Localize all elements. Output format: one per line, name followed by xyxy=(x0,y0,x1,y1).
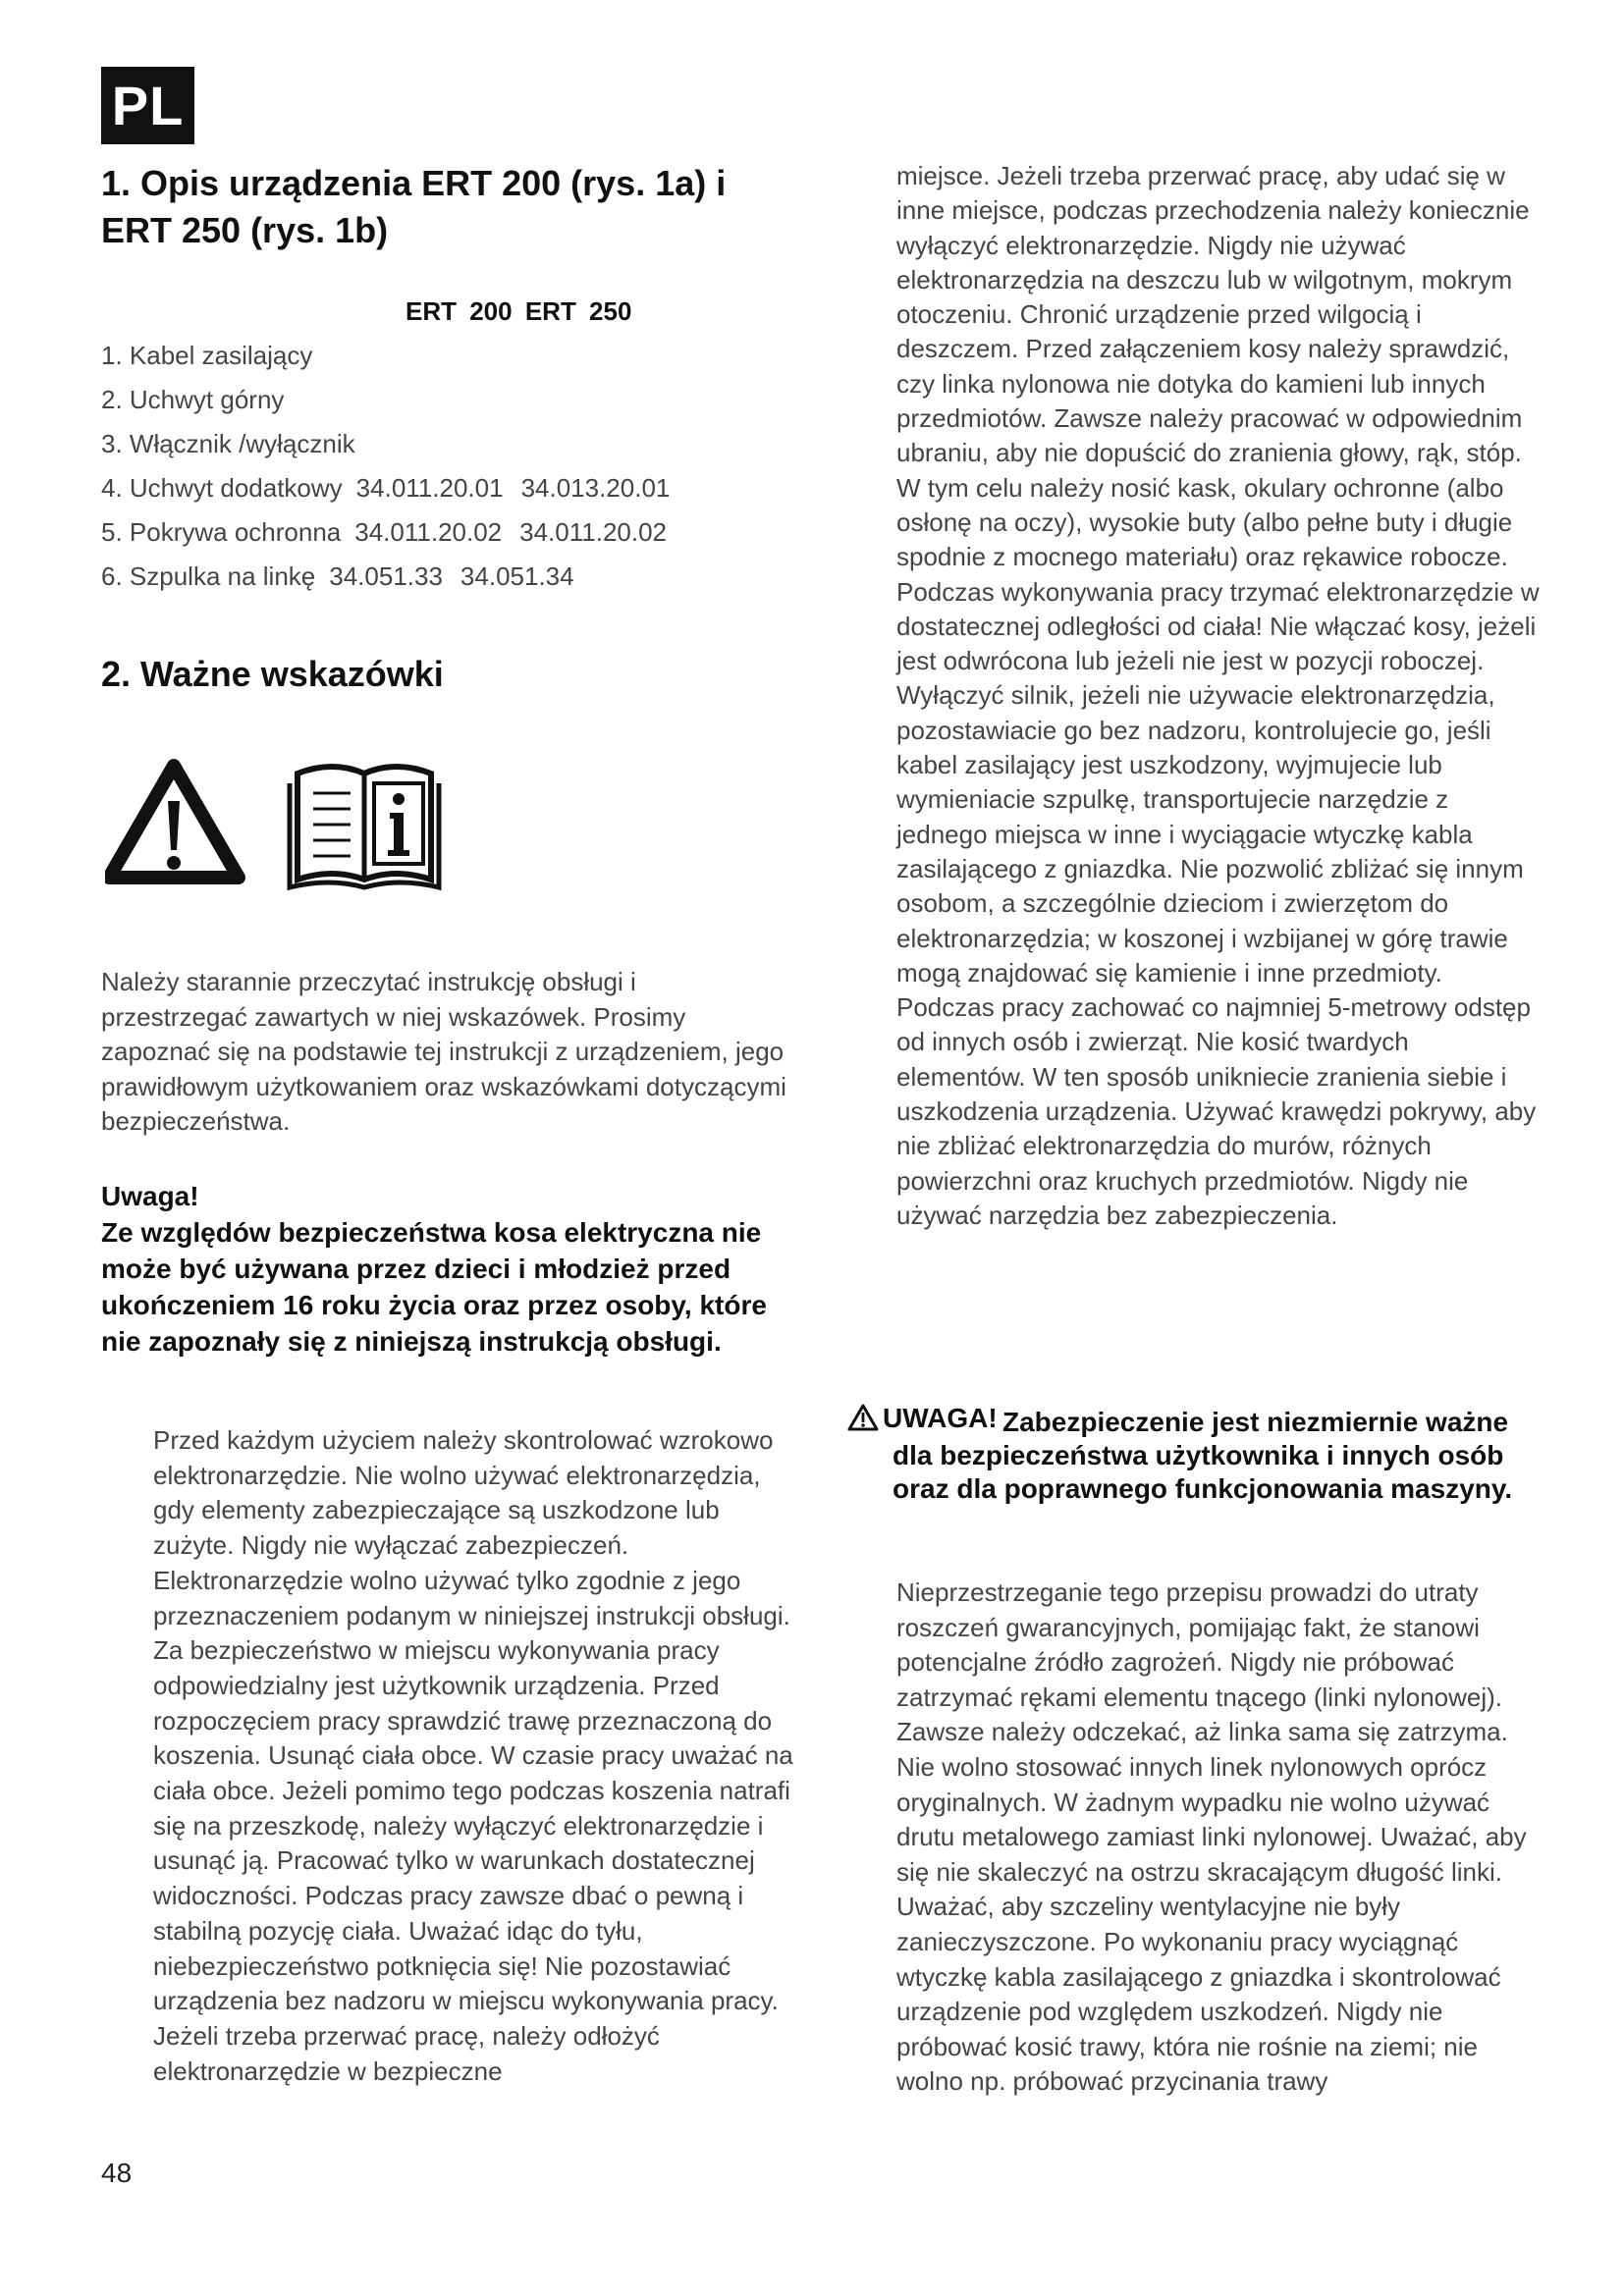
list-item: 4. Uchwyt dodatkowy 34.011.20.01 34.013.20.01 xyxy=(101,473,671,503)
safety-paragraph-left: Przed każdym użyciem należy skontrolować wzrokowo elektronarzędzie. Nie wolno używać elektronarzędzia, gdy elementy zabezpieczające są uszkodzone lub zużyte. Nigdy nie wyłączać zabezpieczeń. Elektronarzędzie wolno używać tylko zgodnie z jego przeznaczeniem podanym w niniejszej instrukcji obsługi. Za bezpieczeństwo w miejscu wykonywania pracy odpowiedzialny jest użytkownik urządzenia. Przed rozpoczęciem pracy sprawdzić trawę przeznaczoną do koszenia. Usunąć ciała obce. W czasie pracy uważać na ciała obce. Jeżeli pomimo tego podczas koszenia natrafi się na przeszkodę, należy wyłączyć elektronarzędzie i usunąć ją. Pracować tylko w warunkach dostatecznej widoczności. Podczas pracy zawsze dbać o pewną i stabilną pozycję ciała. Uważać idąc do tyłu, niebezpieczeństwo potknięcia się! Nie pozostawiać urządzenia bez nadzoru w miejscu wykonywania pracy. Jeżeli trzeba przerwać pracę, należy odłożyć elektronarzędzie w bezpieczne xyxy=(153,1425,793,2086)
part-number-ert200: 34.011.20.02 xyxy=(354,517,503,547)
manual-info-icon xyxy=(290,767,439,887)
warning-2-text: Zabezpieczenie jest niezmiernie ważne dla bezpieczeństwa użytkownika i innych osób oraz dla poprawnego funkcjonowania maszyny. xyxy=(893,1407,1513,1504)
section-2-heading: 2. Ważne wskazówki xyxy=(101,654,444,694)
list-item: 5. Pokrywa ochronna 34.011.20.02 34.011.20.02 xyxy=(101,517,668,547)
list-item: 2. Uchwyt górny xyxy=(101,385,285,414)
warning-triangle-icon xyxy=(109,766,239,878)
part-number-ert200: 34.011.20.01 xyxy=(355,473,504,503)
list-item: 6. Szpulka na linkę 34.051.33 34.051.34 xyxy=(101,561,574,591)
part-number-ert200: 34.051.33 xyxy=(329,561,443,591)
warning-text: Ze względów bezpieczeństwa kosa elektryczna nie może być używana przez dzieci i młodzież przed ukończeniem 16 roku życia oraz przez osoby, które nie zapoznały się z niniejszą instrukcją obsługi. xyxy=(101,1217,767,1357)
part-number-ert250: 34.051.34 xyxy=(460,561,574,591)
warning-triangle-icon xyxy=(847,1404,879,1439)
page-number: 48 xyxy=(101,2158,133,2188)
safety-paragraph-right-2: Nieprzestrzeganie tego przepisu prowadzi do utraty roszczeń gwarancyjnych, pomijając fakt, że stanowi potencjalne źródło zagrożeń. Nigdy nie próbować zatrzymać rękami elementu tnącego (linki nylonowej). Zawsze należy odczekać, aż linka sama się zatrzyma. Nie wolno stosować innych linek nylonowych oprócz oryginalnych. W żadnym wypadku nie wolno używać drutu metalowego zamiast linki nylonowej. Uważać, aby się nie skaleczyć na ostrzu skracającym długość linki. Uważać, aby szczeliny wentylacyjne nie były zanieczyszczone. Po wykonaniu pracy wyciągnąć wtyczkę kabla zasilającego z gniazdka i skontrolować urządzenie pod względem uszkodzeń. Nigdy nie próbować kosić trawy, która nie rośnie na ziemi; nie wolno np. próbować przycinania trawy xyxy=(896,1577,1527,2097)
warning-label: Uwaga! xyxy=(101,1181,199,1211)
warning-2-lead: UWAGA! xyxy=(883,1403,998,1433)
intro-paragraph: Należy starannie przeczytać instrukcję obsługi i przestrzegać zawartych w niej wskazówek. Prosimy zapoznać się na podstawie tej instrukcji z urządzeniem, jego prawidłowym użytkowaniem oraz wskazówkami dotyczącymi bezpieczeństwa. xyxy=(101,967,786,1136)
section-1-heading: 1. Opis urządzenia ERT 200 (rys. 1a) i ERT 250 (rys. 1b) xyxy=(101,163,727,250)
language-badge: PL xyxy=(101,67,194,144)
warning-2-block xyxy=(847,1402,1554,1506)
safety-paragraph-right-1: miejsce. Jeżeli trzeba przerwać pracę, aby udać się w inne miejsce, podczas przechodzenia należy koniecznie wyłączyć elektronarzędzie. Nigdy nie używać elektronarzędzia na deszczu lub w wilgotnym, mokrym otoczeniu. Chronić urządzenie przed wilgocią i deszczem. Przed załączeniem kosy należy sprawdzić, czy linka nylonowa nie dotyka do kamieni lub innych przedmiotów. Zawsze należy pracować w odpowiednim ubraniu, aby nie dopuścić do zranienia głowy, rąk, stóp. W tym celu należy nosić kask, okulary ochronne (albo osłonę na oczy), wysokie buty (albo pełne buty i długie spodnie z mocnego materiału) oraz rękawice robocze. Podczas wykonywania pracy trzymać elektronarzędzie w dostatecznej odległości od ciała! Nie włączać kosy, jeżeli jest odwrócona lub jeżeli nie jest w pozycji roboczej. Wyłączyć silnik, jeżeli nie używacie elektronarzędzia, pozostawiacie go bez nadzoru, kontrolujecie go, jeśli kabel zasilający jest uszkodzony, wyjmujecie lub wymieniacie szpulkę, transportujecie narzędzie z jednego miejsca w inne i wyciągacie wtyczkę kabla zasilającego z gniazdka. Nie pozwolić zbliżać się innym osobom, a szczególnie dzieciom i zwierzętom do elektronarzędzia; w koszonej i wzbijanej w górę trawie mogą znajdować się kamienie i inne przedmioty. Podczas pracy zachować co najmniej 5-metrowy odstęp od innych osób i zwierząt. Nie kosić twardych elementów. W ten sposób unikniecie zranienia siebie i uszkodzenia urządzenia. Używać krawędzi pokrywy, aby nie zbliżać elektronarzędzia do murów, różnych powierzchni oraz kruchych przedmiotów. Nigdy nie używać narzędzia bez zabezpieczenia. xyxy=(896,161,1540,1230)
list-item: 3. Włącznik /wyłącznik xyxy=(101,429,355,458)
parts-list xyxy=(101,334,769,599)
part-number-ert250: 34.013.20.01 xyxy=(520,473,671,503)
safety-icons xyxy=(105,754,459,891)
model-columns-header: ERT 200 ERT 250 xyxy=(406,296,632,326)
warning-block xyxy=(101,1178,788,1360)
part-number-ert250: 34.011.20.02 xyxy=(519,517,668,547)
list-item: 1. Kabel zasilający xyxy=(101,341,313,370)
